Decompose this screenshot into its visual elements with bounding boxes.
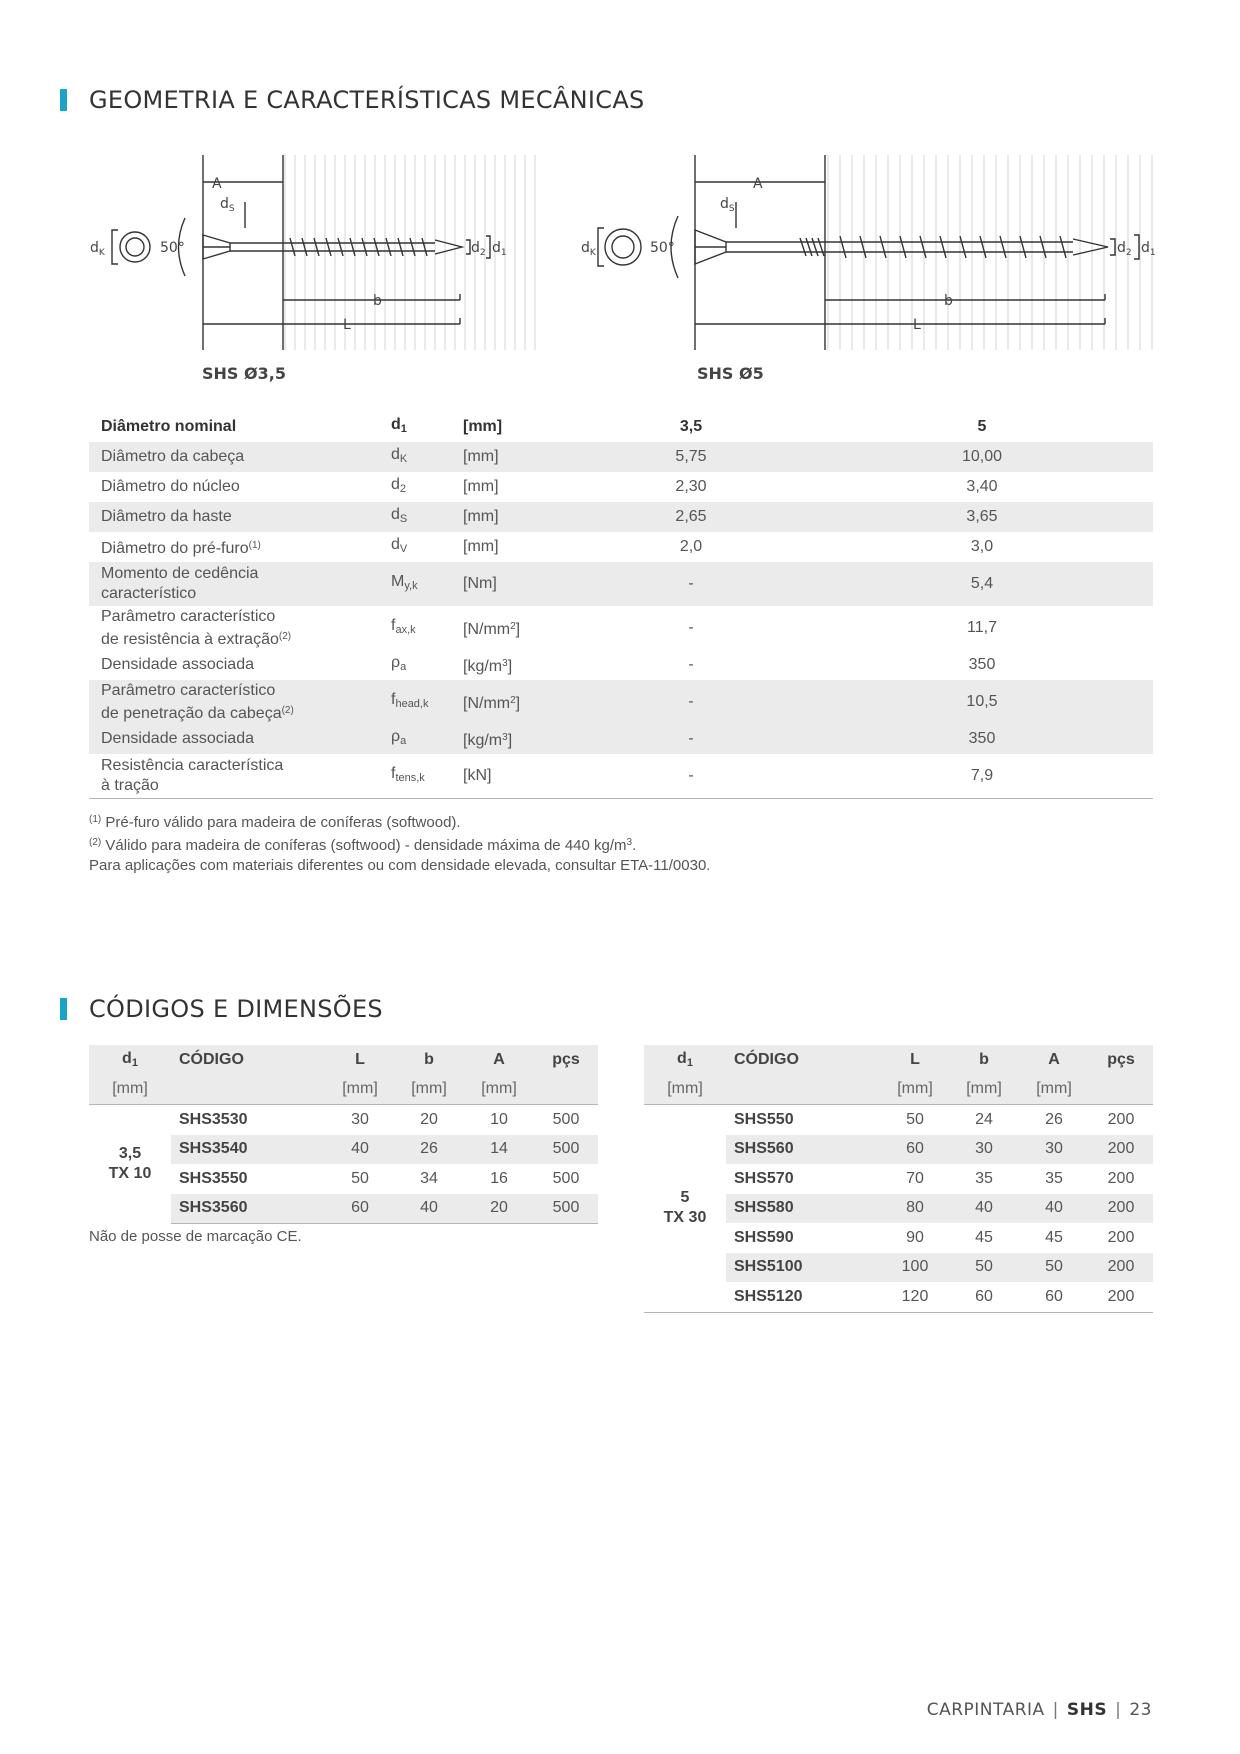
- table-row: SHS3540 40 26 14 500: [89, 1135, 598, 1165]
- codes-table-small: [89, 1045, 598, 1224]
- page-footer: CARPINTARIA | SHS | 23: [926, 1700, 1152, 1720]
- table-row: SHS590 90 45 45 200: [734, 1228, 1135, 1246]
- header-value-1: 3,5: [679, 418, 703, 435]
- dim-A-label: A: [753, 176, 763, 192]
- table-row: SHS5100 100 50 50 200: [644, 1253, 1153, 1283]
- table-row: Diâmetro do pré-furo$^{(1)}$ $d_V$ [mm] 2,0 3,0: [101, 536, 994, 557]
- header-value-2: 5: [977, 418, 987, 435]
- table-row: Densidade associada $\rho_a$ $[kg/m^3]$ - 350: [89, 724, 1153, 754]
- dim-A-label: A: [212, 176, 222, 192]
- dim-angle-label: 50°: [650, 240, 675, 256]
- table-row: 5 TX 30 SHS550 50 24 26 200: [644, 1105, 1153, 1135]
- section-marker: [60, 89, 67, 111]
- section-title-codes: [60, 995, 383, 1023]
- screw-drawing-large: [578, 150, 1158, 355]
- section-title-text: GEOMETRIA E CARACTERÍSTICAS MECÂNICAS: [89, 86, 645, 114]
- codes-header-row: $d_1$ CÓDIGO L b A pçs: [89, 1045, 598, 1075]
- diagram-caption-small: SHS Ø3,5: [202, 364, 286, 383]
- dim-d2-label: $d_2$: [1117, 240, 1132, 258]
- table-row: Diâmetro do núcleo $d_2$ [mm] 2,30 3,40: [101, 476, 998, 495]
- screw-diagram-small: [90, 150, 550, 360]
- dim-b-label: b: [944, 293, 953, 309]
- section-marker: [60, 998, 67, 1020]
- table-row: SHS3560 60 40 20 500: [89, 1194, 598, 1224]
- table-row: Momento de cedência característico $M_{y,k}$ [Nm] - 5,4: [89, 562, 1153, 606]
- footnote-3: Para aplicações com materiais diferentes ou com densidade elevada, consultar ETA-11/0030.: [89, 857, 711, 874]
- table-row: SHS570 70 35 35 200: [734, 1169, 1135, 1187]
- table-row: Parâmetro característico de resistência à extração$^{(2)}$ $f_{ax,k}$ $[N/mm^2]$ - 11,7: [101, 607, 997, 648]
- section-title-text: CÓDIGOS E DIMENSÕES: [89, 995, 383, 1023]
- table-row: SHS580 80 40 40 200: [644, 1194, 1153, 1224]
- group-diameter: 3,5 TX 10: [89, 1105, 171, 1224]
- page-number: 23: [1129, 1700, 1152, 1720]
- dim-d2-label: $d_2$: [471, 240, 486, 258]
- footnotes: [89, 810, 710, 876]
- footer-brand: SHS: [1066, 1700, 1108, 1720]
- dim-angle-label: 50°: [160, 240, 185, 256]
- dim-ds-label: $d_S$: [220, 196, 235, 214]
- table-row: Densidade associada $\rho_a$ $[kg/m^3]$ - 350: [101, 654, 996, 675]
- dim-d1-label: $d_1$: [1141, 240, 1156, 258]
- header-label: Diâmetro nominal: [101, 418, 237, 435]
- section-title-geometry: [60, 86, 645, 114]
- dim-dk-label: $d_K$: [581, 240, 596, 258]
- table-row: SHS3550 50 34 16 500: [179, 1169, 580, 1187]
- header-unit: [mm]: [463, 418, 503, 435]
- codes-units-row: [mm] [mm] [mm] [mm]: [644, 1075, 1153, 1105]
- header-symbol: $d_1$: [391, 416, 407, 435]
- table-row: SHS5120 120 60 60 200: [644, 1282, 1153, 1312]
- dim-L-label: L: [343, 317, 351, 333]
- ce-marking-note: Não de posse de marcação CE.: [89, 1228, 302, 1245]
- table-row: Parâmetro característico de penetração da cabeça$^{(2)}$ $f_{head,k}$ $[N/mm^2]$ - 10,5: [89, 680, 1153, 724]
- dim-dk-label: $d_K$: [90, 240, 105, 258]
- codes-units-row: [mm] [mm] [mm] [mm]: [89, 1075, 598, 1105]
- mechanical-properties-table: [89, 412, 1153, 799]
- table-row: Resistência característica à tração $f_{tens,k}$ [kN] - 7,9: [89, 754, 1153, 799]
- codes-header-row: $d_1$ CÓDIGO L b A pçs: [644, 1045, 1153, 1075]
- dim-L-label: L: [913, 317, 921, 333]
- table-header-row: [89, 412, 1153, 442]
- dim-b-label: b: [373, 293, 382, 309]
- table-row: Diâmetro da haste $d_S$ [mm] 2,65 3,65: [89, 502, 1153, 532]
- screw-drawing-small: [90, 150, 550, 355]
- footer-section: CARPINTARIA: [926, 1700, 1045, 1720]
- group-diameter: 5 TX 30: [644, 1105, 726, 1313]
- diagram-caption-large: SHS Ø5: [697, 364, 764, 383]
- codes-table-large: [644, 1045, 1153, 1313]
- footnote-2: $^{(2)}$ Válido para madeira de coníferas (softwood) - densidade máxima de 440 $kg/m^3$.: [89, 837, 637, 854]
- footnote-1: $^{(1)}$ Pré-furo válido para madeira de coníferas (softwood).: [89, 814, 461, 831]
- dim-d1-label: $d_1$: [492, 240, 507, 258]
- dim-ds-label: $d_S$: [720, 196, 735, 214]
- table-row: Diâmetro da cabeça $d_K$ [mm] 5,75 10,00: [89, 442, 1153, 472]
- table-row: SHS560 60 30 30 200: [644, 1135, 1153, 1165]
- table-row: 3,5 TX 10 SHS3530 30 20 10 500: [89, 1105, 598, 1135]
- screw-diagram-large: [578, 150, 1158, 360]
